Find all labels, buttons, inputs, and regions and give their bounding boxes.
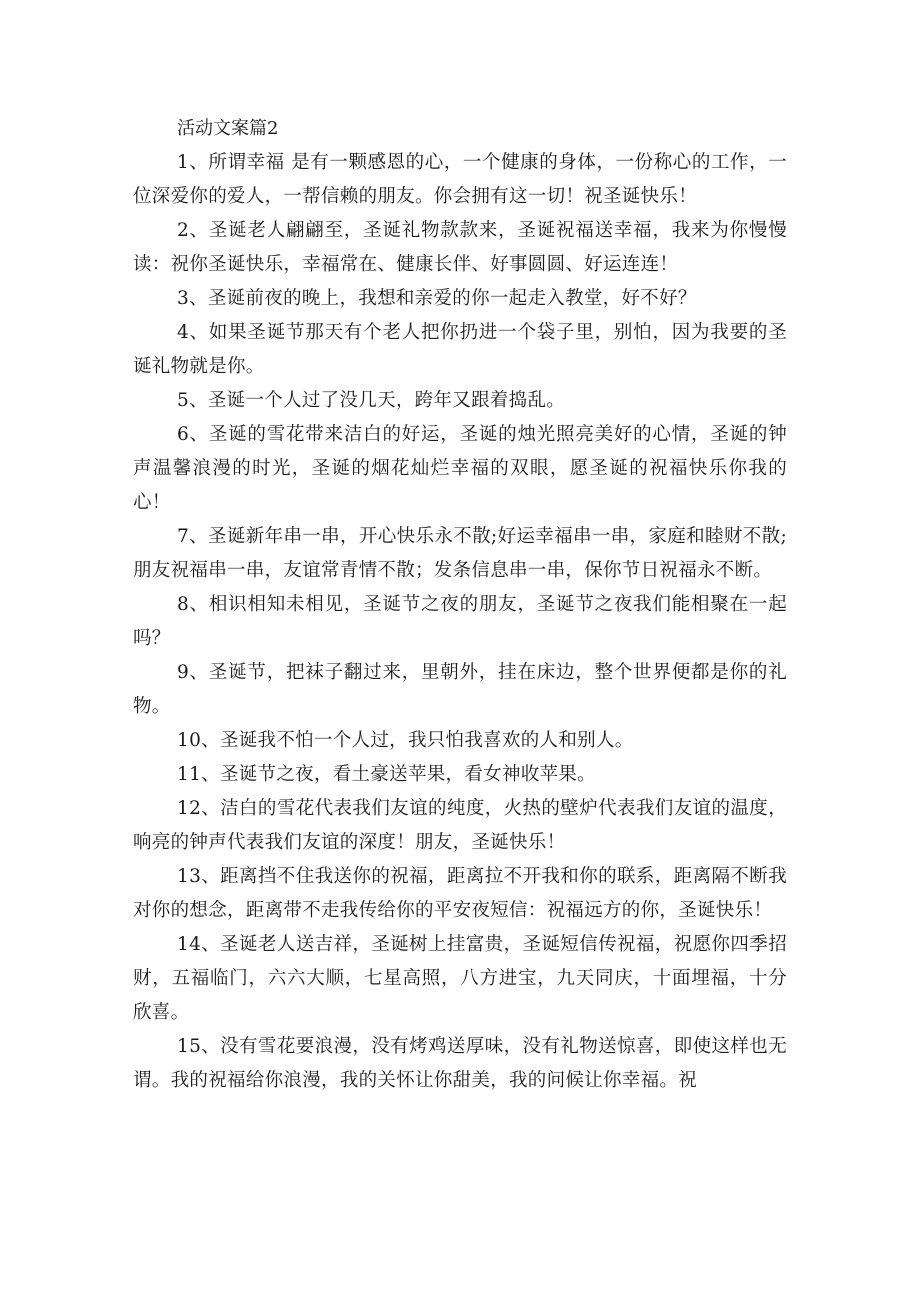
document-body: [133, 112, 787, 1098]
paragraph-5: 5、圣诞一个人过了没几天，跨年又跟着捣乱。: [177, 390, 566, 411]
paragraph-6: 6、圣诞的雪花带来洁白的好运，圣诞的烛光照亮美好的心情，圣诞的钟声温馨浪漫的时光，圣诞的烟花灿烂幸福的双眼，愿圣诞的祝福快乐你我的心！: [133, 424, 787, 513]
section-title: 活动文案篇2: [177, 118, 279, 139]
paragraph-11: 11、圣诞节之夜，看土豪送苹果，看女神收苹果。: [177, 764, 596, 785]
paragraph-10: 10、圣诞我不怕一个人过，我只怕我喜欢的人和别人。: [177, 730, 634, 751]
paragraph-1: 1、所谓幸福 是有一颗感恩的心，一个健康的身体，一份称心的工作，一位深爱你的爱人，一帮信赖的朋友。你会拥有这一切！祝圣诞快乐！: [133, 152, 787, 207]
paragraph-4: 4、如果圣诞节那天有个老人把你扔进一个袋子里，别怕，因为我要的圣诞礼物就是你。: [133, 322, 787, 377]
paragraph-13: 13、距离挡不住我送你的祝福，距离拉不开我和你的联系，距离隔不断我对你的想念，距离带不走我传给你的平安夜短信：祝福远方的你，圣诞快乐！: [133, 866, 787, 921]
paragraph-7: 7、圣诞新年串一串，开心快乐永不散;好运幸福串一串，家庭和睦财不散;朋友祝福串一串，友谊常青情不散；发条信息串一串，保你节日祝福永不断。: [133, 526, 787, 581]
paragraph-12: 12、洁白的雪花代表我们友谊的纯度，火热的壁炉代表我们友谊的温度，响亮的钟声代表我们友谊的深度！朋友，圣诞快乐！: [133, 798, 787, 853]
paragraph-15: 15、没有雪花要浪漫，没有烤鸡送厚味，没有礼物送惊喜，即使这样也无谓。我的祝福给你浪漫，我的关怀让你甜美，我的问候让你幸福。祝: [133, 1036, 787, 1091]
paragraph-2: 2、圣诞老人翩翩至，圣诞礼物款款来，圣诞祝福送幸福，我来为你慢慢读：祝你圣诞快乐，幸福常在、健康长伴、好事圆圆、好运连连！: [133, 220, 787, 275]
paragraph-8: 8、相识相知未相见，圣诞节之夜的朋友，圣诞节之夜我们能相聚在一起吗？: [133, 594, 787, 649]
paragraph-14: 14、圣诞老人送吉祥，圣诞树上挂富贵，圣诞短信传祝福，祝愿你四季招财，五福临门，六六大顺，七星高照，八方进宝，九天同庆，十面埋福，十分欣喜。: [133, 934, 787, 1023]
paragraph-9: 9、圣诞节，把袜子翻过来，里朝外，挂在床边，整个世界便都是你的礼物。: [133, 662, 787, 717]
paragraph-3: 3、圣诞前夜的晚上，我想和亲爱的你一起走入教堂，好不好？: [177, 288, 697, 309]
